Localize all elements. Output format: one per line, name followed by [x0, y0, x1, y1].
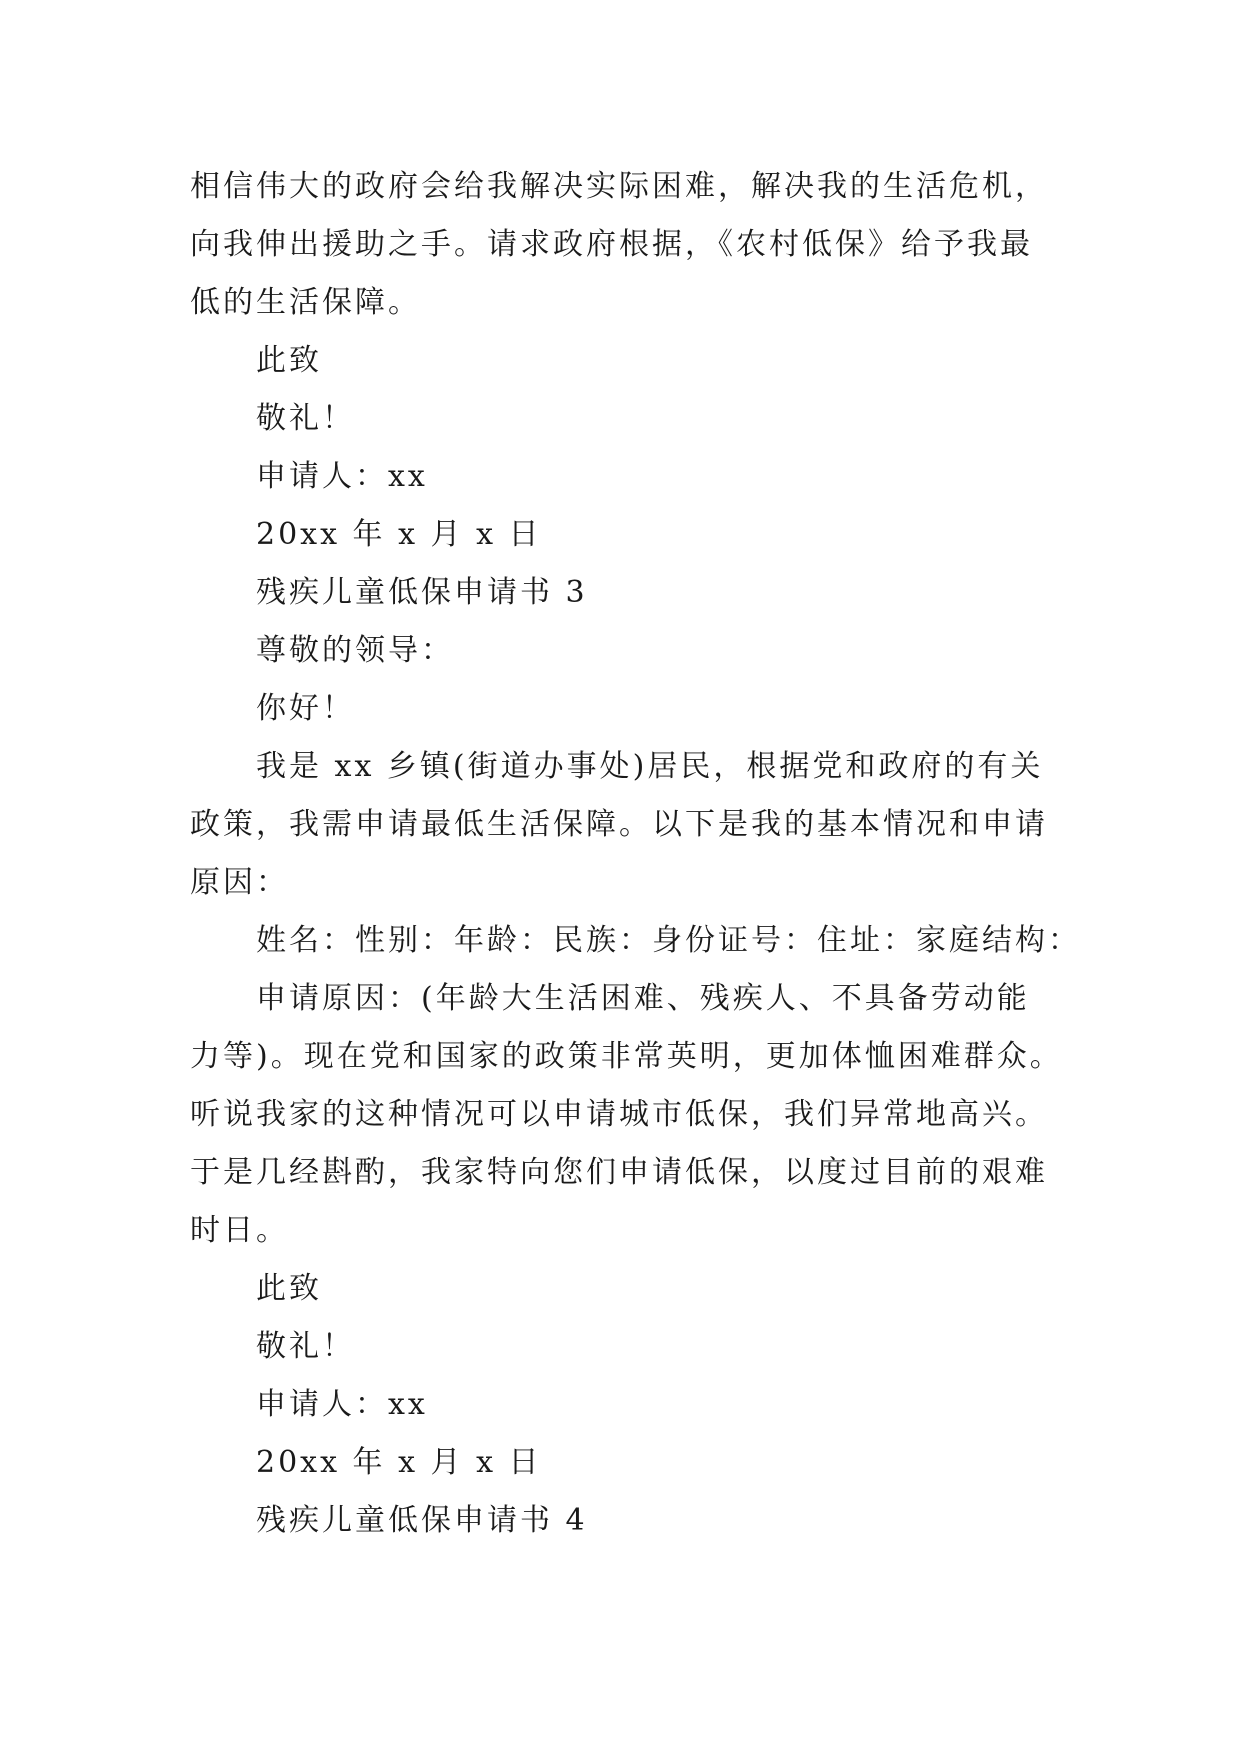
closing-regards: 敬礼！: [256, 401, 355, 436]
paragraph-line: 时日。: [190, 1213, 289, 1248]
applicant-name: 申请人：xx: [256, 1387, 428, 1422]
paragraph-line: 政策，我需申请最低生活保障。以下是我的基本情况和申请: [190, 807, 1048, 842]
paragraph-line: 申请原因：(年龄大生活困难、残疾人、不具备劳动能: [256, 981, 1030, 1016]
closing-salutation: 此致: [256, 343, 322, 378]
application-date: 20xx 年 x 月 x 日: [256, 517, 542, 552]
document-body: [190, 158, 1081, 1550]
paragraph-line: 向我伸出援助之手。请求政府根据，《农村低保》给予我最: [190, 227, 1033, 262]
greeting-line: 尊敬的领导：: [256, 633, 454, 668]
paragraph-line: 相信伟大的政府会给我解决实际困难，解决我的生活危机，: [190, 169, 1048, 204]
closing-regards: 敬礼！: [256, 1329, 355, 1364]
paragraph-line: 力等)。现在党和国家的政策非常英明，更加体恤困难群众。: [190, 1039, 1063, 1074]
closing-salutation: 此致: [256, 1271, 322, 1306]
paragraph-line: 于是几经斟酌，我家特向您们申请低保，以度过目前的艰难: [190, 1155, 1048, 1190]
section-heading: 残疾儿童低保申请书 3: [256, 575, 588, 610]
paragraph-line: 我是 xx 乡镇(街道办事处)居民，根据党和政府的有关: [256, 749, 1044, 784]
paragraph-line: 低的生活保障。: [190, 285, 421, 320]
applicant-name: 申请人：xx: [256, 459, 428, 494]
paragraph-line: 原因：: [190, 865, 289, 900]
personal-info-fields: 姓名：性别：年龄：民族：身份证号：住址：家庭结构：: [256, 923, 1081, 958]
greeting-line: 你好！: [256, 691, 355, 726]
section-heading: 残疾儿童低保申请书 4: [256, 1503, 588, 1538]
paragraph-line: 听说我家的这种情况可以申请城市低保，我们异常地高兴。: [190, 1097, 1048, 1132]
application-date: 20xx 年 x 月 x 日: [256, 1445, 542, 1480]
